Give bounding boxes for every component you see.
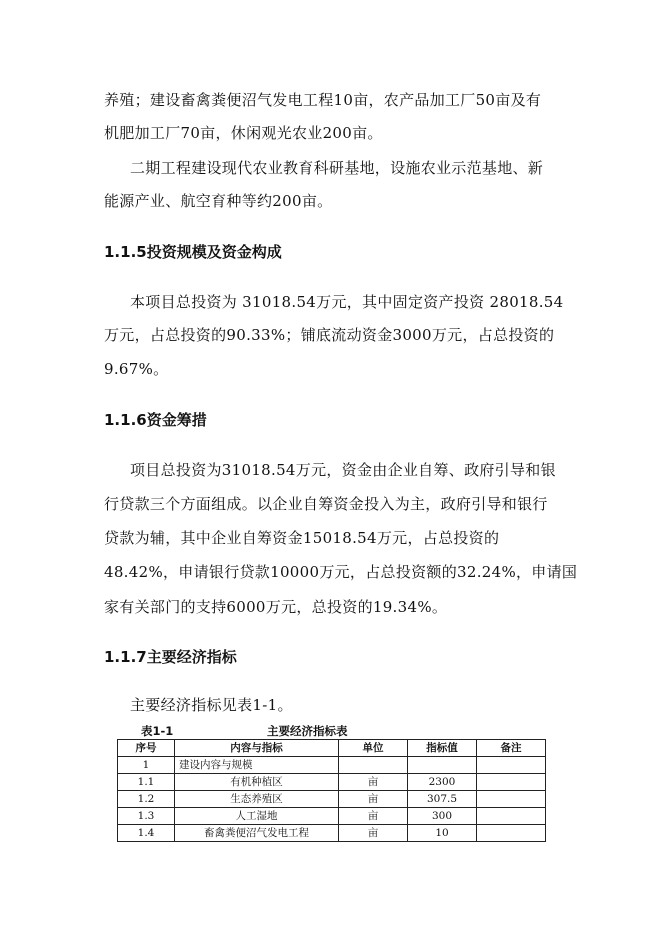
- cell-index: 1.4: [118, 825, 175, 842]
- header-cell: 备注: [477, 740, 546, 757]
- cell-note: [477, 757, 546, 774]
- paragraph-line: 二期工程建设现代农业教育科研基地，设施农业示范基地、新: [130, 159, 544, 177]
- cell-unit: 亩: [339, 774, 408, 791]
- header-cell: 序号: [118, 740, 175, 757]
- cell-content: 人工湿地: [175, 808, 339, 825]
- cell-index: 1.3: [118, 808, 175, 825]
- cell-unit: [339, 757, 408, 774]
- table-caption-id: 表1-1: [141, 724, 174, 738]
- paragraph-line: 养殖；建设畜禽粪便沼气发电工程10亩，农产品加工厂50亩及有: [104, 91, 542, 109]
- section-heading-1-1-5: 1.1.5投资规模及资金构成: [104, 243, 282, 261]
- cell-value: 10: [408, 825, 477, 842]
- cell-content: 生态养殖区: [175, 791, 339, 808]
- cell-unit: 亩: [339, 825, 408, 842]
- paragraph-line: 48.42%，申请银行贷款10000万元，占总投资额的32.24%，申请国: [104, 563, 578, 581]
- economic-indicators-table: [117, 739, 546, 842]
- paragraph-line: 万元，占总投资的90.33%；铺底流动资金3000万元，占总投资的: [104, 326, 555, 344]
- paragraph-line: 机肥加工厂70亩，休闲观光农业200亩。: [104, 124, 383, 142]
- table-caption-title: 主要经济指标表: [267, 724, 348, 738]
- paragraph-line: 本项目总投资为 31018.54万元，其中固定资产投资 28018.54: [130, 293, 564, 311]
- table-header-row: [118, 740, 546, 757]
- cell-note: [477, 825, 546, 842]
- cell-value: 307.5: [408, 791, 477, 808]
- cell-index: 1.2: [118, 791, 175, 808]
- table-row: [118, 757, 546, 774]
- cell-note: [477, 774, 546, 791]
- cell-value: 300: [408, 808, 477, 825]
- cell-value: 2300: [408, 774, 477, 791]
- paragraph-line: 项目总投资为31018.54万元，资金由企业自筹、政府引导和银: [130, 461, 556, 479]
- table-row: [118, 774, 546, 791]
- section-heading-1-1-7: 1.1.7主要经济指标: [104, 648, 237, 666]
- paragraph-line: 家有关部门的支持6000万元，总投资的19.34%。: [104, 598, 448, 616]
- table-row: [118, 791, 546, 808]
- header-cell: 指标值: [408, 740, 477, 757]
- paragraph-line: 主要经济指标见表1-1。: [130, 696, 293, 714]
- header-cell: 单位: [339, 740, 408, 757]
- cell-note: [477, 808, 546, 825]
- cell-content: 畜禽粪便沼气发电工程: [175, 825, 339, 842]
- cell-index: 1: [118, 757, 175, 774]
- cell-unit: 亩: [339, 808, 408, 825]
- cell-content: 有机种植区: [175, 774, 339, 791]
- table-row: [118, 808, 546, 825]
- paragraph-line: 行贷款三个方面组成。以企业自筹资金投入为主，政府引导和银行: [104, 495, 548, 513]
- cell-content: 建设内容与规模: [175, 757, 339, 774]
- cell-value: [408, 757, 477, 774]
- paragraph-line: 能源产业、航空育种等约200亩。: [104, 192, 333, 210]
- header-cell: 内容与指标: [175, 740, 339, 757]
- paragraph-line: 9.67%。: [104, 360, 169, 378]
- paragraph-line: 贷款为辅，其中企业自筹资金15018.54万元，占总投资的: [104, 529, 500, 547]
- cell-unit: 亩: [339, 791, 408, 808]
- table-row: [118, 825, 546, 842]
- cell-index: 1.1: [118, 774, 175, 791]
- cell-note: [477, 791, 546, 808]
- section-heading-1-1-6: 1.1.6资金筹措: [104, 411, 207, 429]
